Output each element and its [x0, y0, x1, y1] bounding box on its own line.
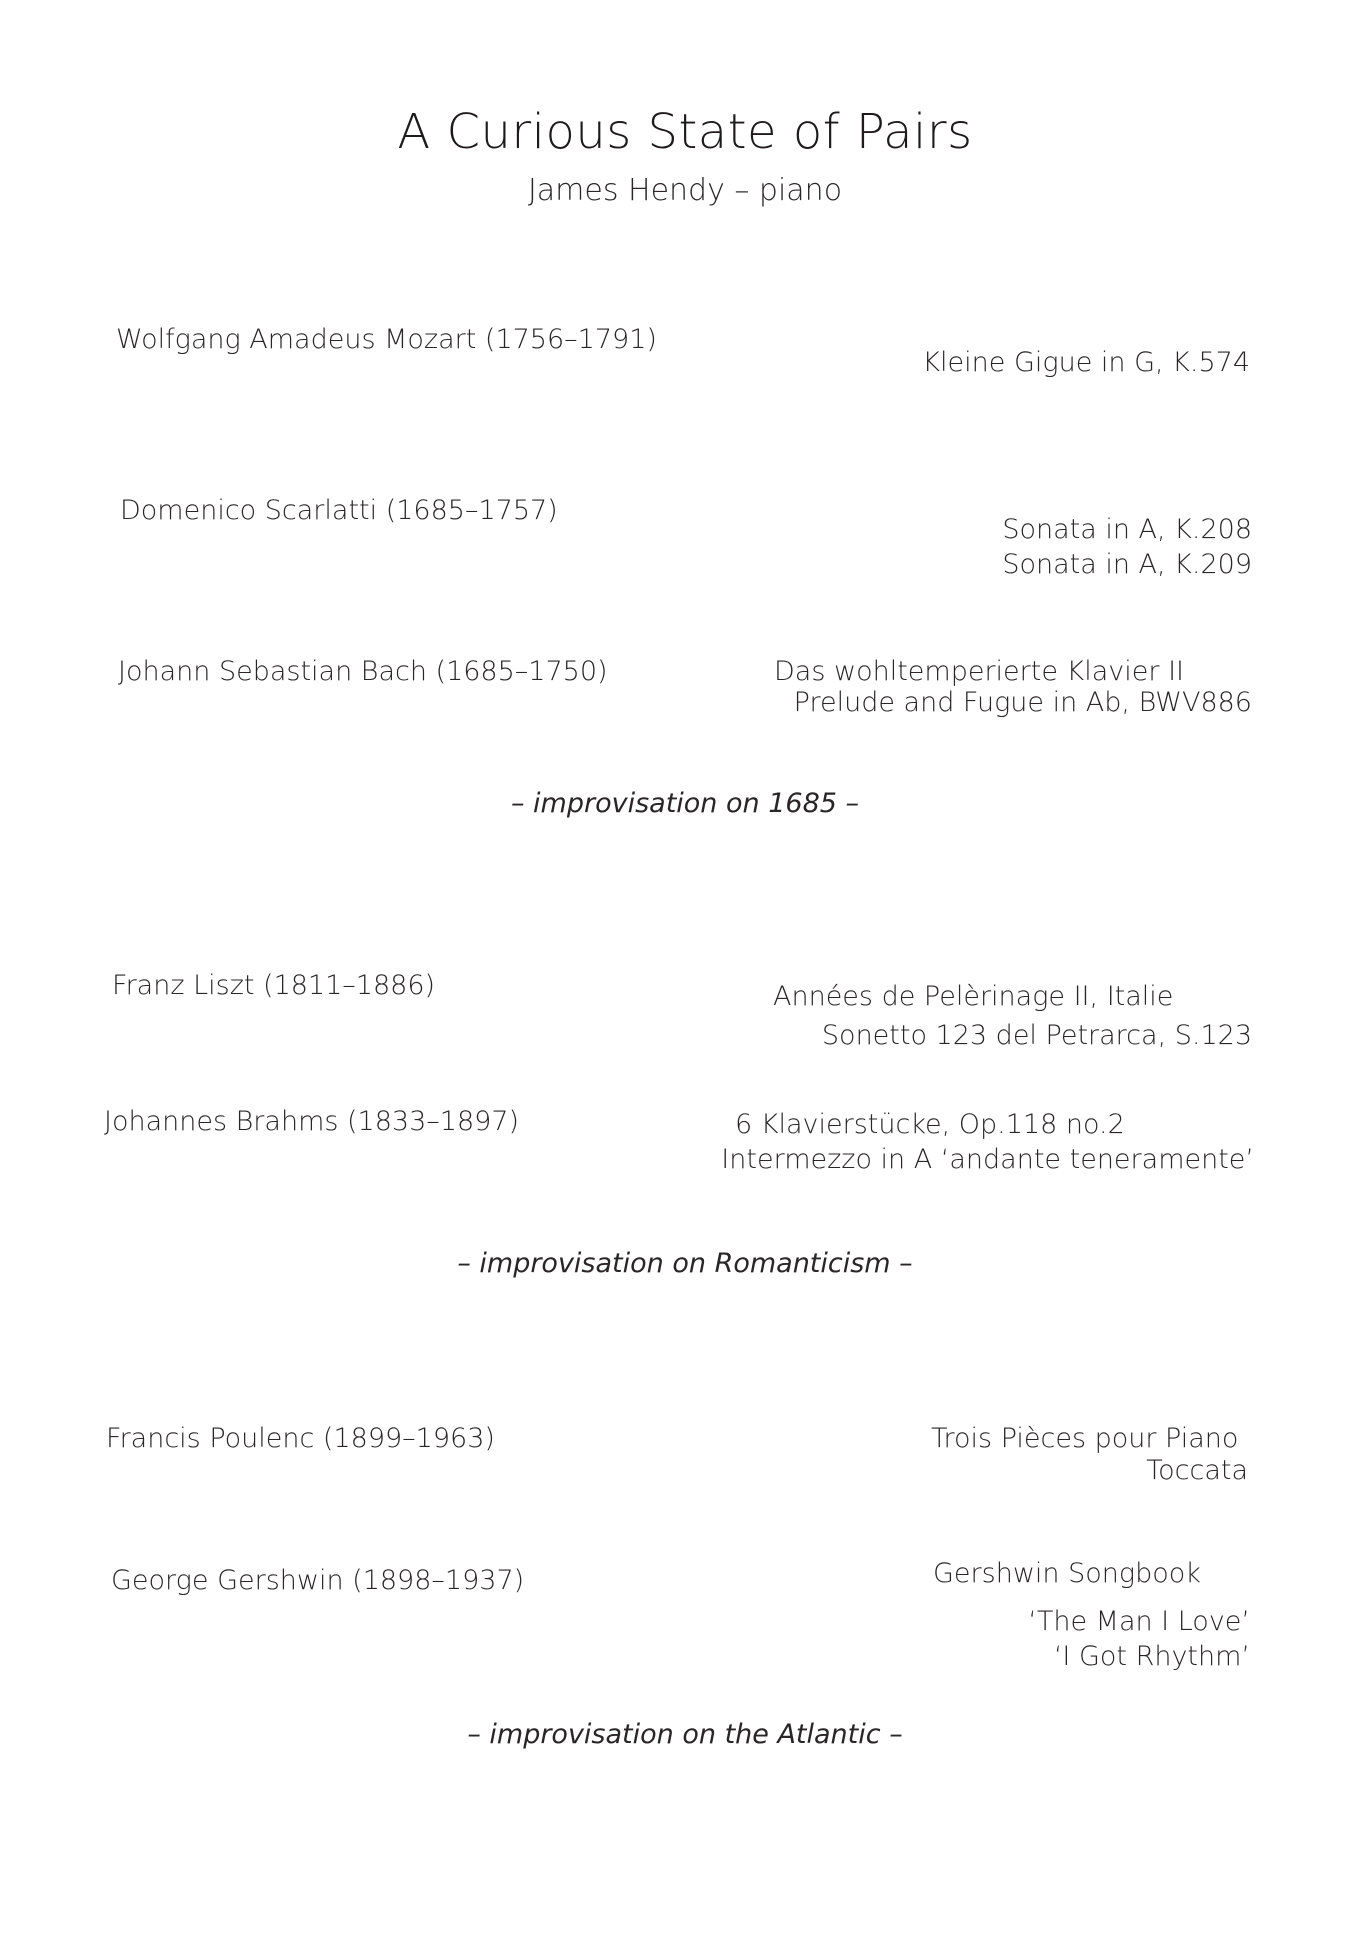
work-brahms-1: 6 Klavierstücke, Op.118 no.2	[735, 1109, 1125, 1140]
improvisation-atlantic: – improvisation on the Atlantic –	[467, 1719, 903, 1750]
work-scarlatti-2: Sonata in A, K.209	[1002, 549, 1252, 580]
work-scarlatti-1: Sonata in A, K.208	[1002, 514, 1252, 545]
work-gershwin-3: ‘I Got Rhythm’	[1053, 1641, 1250, 1672]
page-title: A Curious State of Pairs	[397, 104, 973, 160]
performer-subtitle: James Hendy – piano	[527, 173, 843, 208]
work-gershwin-2: ‘The Man I Love’	[1028, 1606, 1250, 1637]
work-poulenc-2: Toccata	[1146, 1455, 1248, 1486]
work-brahms-2: Intermezzo in A ‘andante teneramente’	[721, 1144, 1254, 1175]
work-bach-1: Das wohltemperierte Klavier II	[774, 656, 1184, 687]
work-gershwin-1: Gershwin Songbook	[933, 1558, 1201, 1589]
work-mozart-1: Kleine Gigue in G, K.574	[922, 347, 1250, 378]
work-bach-2: Prelude and Fugue in Ab, BWV886	[793, 687, 1252, 718]
composer-gershwin: George Gershwin (1898–1937)	[111, 1565, 525, 1596]
work-liszt-2: Sonetto 123 del Petrarca, S.123	[821, 1020, 1252, 1051]
improvisation-romanticism: – improvisation on Romanticism –	[457, 1248, 913, 1279]
composer-poulenc: Francis Poulenc (1899–1963)	[106, 1423, 495, 1454]
composer-liszt: Franz Liszt (1811–1886)	[112, 970, 436, 1001]
composer-brahms: Johannes Brahms (1833–1897)	[104, 1106, 520, 1137]
composer-scarlatti: Domenico Scarlatti (1685–1757)	[120, 495, 558, 526]
improvisation-1685: – improvisation on 1685 –	[510, 788, 860, 819]
composer-bach: Johann Sebastian Bach (1685–1750)	[118, 656, 608, 687]
work-poulenc-1: Trois Pièces pour Piano	[931, 1423, 1239, 1454]
work-liszt-1: Années de Pelèrinage II, Italie	[773, 981, 1174, 1012]
composer-mozart: Wolfgang Amadeus Mozart (1756–1791)	[116, 324, 657, 355]
